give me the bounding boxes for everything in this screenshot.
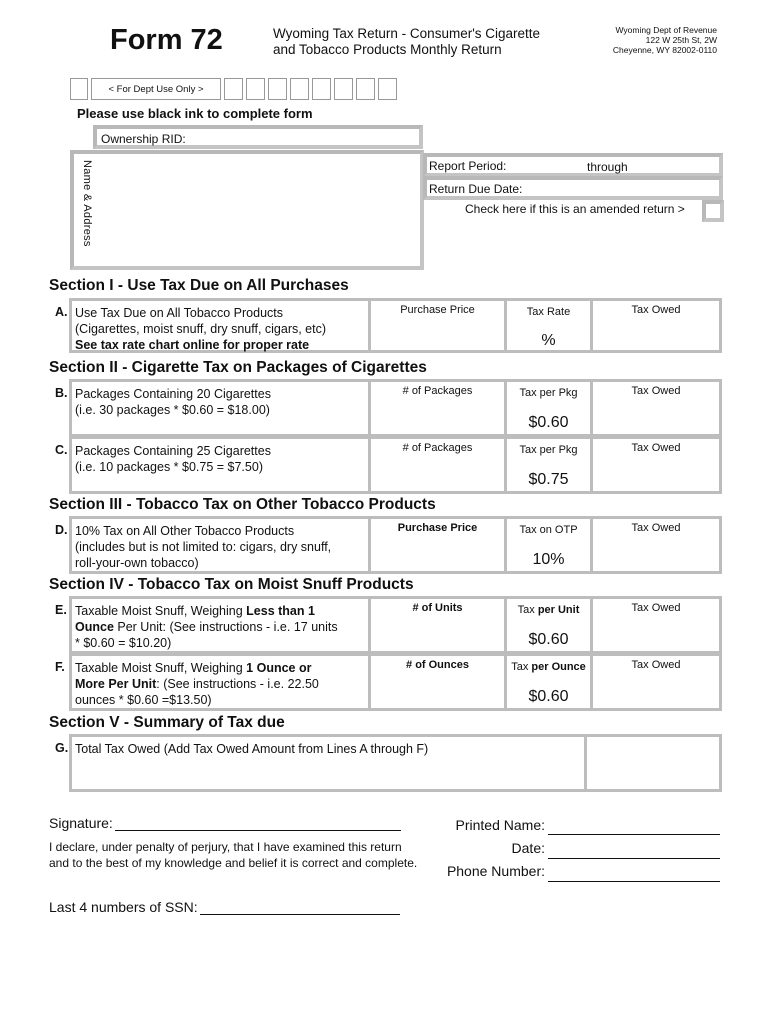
rate-value: 10% — [532, 551, 565, 568]
row-a — [69, 298, 722, 353]
dept-use-cell — [268, 78, 287, 100]
text-span: : (See instructions - i.e. 22.50 — [156, 677, 319, 691]
col-label: Purchase Price — [400, 304, 475, 316]
amended-checkbox[interactable] — [702, 200, 724, 222]
text-span: Taxable Moist Snuff, Weighing — [75, 604, 247, 618]
col-label: # of Packages — [402, 442, 473, 454]
row-a-letter — [55, 303, 68, 321]
return-due-label: Return Due Date: — [429, 182, 523, 196]
dept-city: Cheyenne, WY 82002-0110 — [612, 45, 717, 55]
text-span: Taxable Moist Snuff, Weighing — [75, 661, 247, 675]
row-b-tax-owed[interactable] — [590, 382, 719, 434]
row-e — [69, 596, 722, 654]
col-label: Purchase Price — [397, 522, 478, 534]
section-4-heading: Section IV - Tobacco Tax on Moist Snuff Products — [49, 576, 414, 593]
row-a-line3: See tax rate chart online for proper rate — [75, 338, 310, 352]
dept-use-cell — [290, 78, 309, 100]
col-label: Tax Rate — [526, 306, 571, 318]
row-e-units[interactable] — [368, 599, 504, 651]
dept-use-cell — [334, 78, 353, 100]
rate-value: $0.60 — [528, 631, 569, 648]
row-d-line3: roll-your-own tobacco) — [75, 556, 199, 570]
dept-address — [560, 25, 717, 55]
date-label: Date: — [511, 840, 545, 856]
row-f-line2 — [75, 676, 373, 692]
row-f-letter — [55, 658, 65, 676]
row-e-line3: * $0.60 = $10.20) — [75, 636, 172, 650]
ssn-row — [49, 899, 400, 915]
row-e-line2 — [75, 619, 373, 635]
dept-use-cell — [312, 78, 331, 100]
phone-line[interactable] — [548, 880, 720, 882]
dept-use-cell — [356, 78, 375, 100]
return-due-date-field[interactable] — [423, 176, 723, 200]
signature-line[interactable] — [115, 816, 401, 831]
row-g — [69, 734, 722, 792]
row-f-line1 — [75, 660, 373, 676]
section-3-heading: Section III - Tobacco Tax on Other Tobacco Products — [49, 496, 436, 513]
col-label: Tax Owed — [631, 659, 681, 671]
dept-name: Wyoming Dept of Revenue — [615, 25, 717, 35]
row-a-line2: (Cigarettes, moist snuff, dry snuff, cigars, etc) — [75, 322, 327, 336]
dept-use-cell — [378, 78, 397, 100]
row-e-letter — [55, 601, 67, 619]
date-line[interactable] — [548, 857, 720, 859]
row-b — [69, 379, 722, 437]
row-c-letter — [55, 441, 68, 459]
row-d — [69, 516, 722, 574]
row-letter: B. — [55, 386, 68, 400]
dept-use-boxes — [70, 78, 400, 102]
col-label — [507, 656, 590, 673]
form-subtitle — [273, 26, 573, 58]
section-5-heading: Section V - Summary of Tax due — [49, 714, 285, 731]
row-c-packages[interactable] — [368, 439, 504, 491]
row-g-text: Total Tax Owed (Add Tax Owed Amount from Lines A through F) — [75, 742, 429, 756]
total-tax-owed-field[interactable] — [584, 737, 719, 789]
col-label: Tax per Pkg — [519, 444, 578, 456]
section-2-heading: Section II - Cigarette Tax on Packages of Cigarettes — [49, 359, 427, 376]
ssn-line[interactable] — [200, 900, 400, 915]
row-b-letter — [55, 384, 68, 402]
row-e-tax-owed[interactable] — [590, 599, 719, 651]
row-g-letter — [55, 739, 68, 757]
col-label: Tax per Pkg — [519, 387, 578, 399]
text-span: Tax — [511, 661, 532, 673]
signature-row — [49, 815, 401, 831]
row-f-ounces[interactable] — [368, 656, 504, 708]
row-b-line1: Packages Containing 20 Cigarettes — [75, 387, 271, 401]
row-d-line1: 10% Tax on All Other Tobacco Products — [75, 524, 295, 538]
row-c — [69, 436, 722, 494]
col-label: Tax Owed — [631, 602, 681, 614]
col-label: # of Units — [412, 602, 463, 614]
text-span: Per Unit: (See instructions - i.e. 17 units — [113, 620, 338, 634]
row-b-tax-per-pkg — [504, 382, 590, 434]
rate-value: $0.60 — [528, 688, 569, 705]
row-a-tax-owed[interactable] — [590, 301, 719, 350]
col-label: Tax Owed — [631, 304, 681, 316]
row-e-line1 — [75, 603, 373, 619]
report-period-label: Report Period: — [429, 159, 507, 173]
col-label: # of Packages — [402, 385, 473, 397]
text-bold: Less than 1 — [246, 604, 315, 618]
row-f-tax-owed[interactable] — [590, 656, 719, 708]
report-period-field[interactable] — [423, 153, 723, 177]
row-a-tax-rate — [504, 301, 590, 350]
row-f — [69, 653, 722, 711]
ink-notice: Please use black ink to complete form — [77, 106, 313, 121]
col-label: # of Ounces — [406, 659, 469, 671]
row-e-text — [75, 603, 373, 651]
amended-label: Check here if this is an amended return > — [465, 202, 685, 216]
row-c-tax-per-pkg — [504, 439, 590, 491]
row-c-line2: (i.e. 10 packages * $0.75 = $7.50) — [75, 460, 263, 474]
row-letter: C. — [55, 443, 68, 457]
row-d-letter — [55, 521, 68, 539]
ssn-label: Last 4 numbers of SSN: — [49, 899, 198, 915]
row-d-tax-on-otp — [504, 519, 590, 571]
subtitle-line-2: and Tobacco Products Monthly Return — [273, 42, 502, 57]
text-bold: 1 Ounce or — [246, 661, 312, 675]
col-label — [507, 599, 590, 616]
col-label: Tax on OTP — [519, 524, 578, 536]
row-a-purchase-price[interactable] — [368, 301, 504, 350]
row-b-packages[interactable] — [368, 382, 504, 434]
row-letter: F. — [55, 660, 65, 674]
dept-use-cell — [224, 78, 243, 100]
row-f-text — [75, 660, 373, 708]
row-f-line3: ounces * $0.60 =$13.50) — [75, 693, 212, 707]
row-letter: E. — [55, 603, 67, 617]
row-d-line2: (includes but is not limited to: cigars, dry snuff, — [75, 540, 332, 554]
name-address-label: Name & Address — [81, 160, 93, 247]
dept-use-cell — [246, 78, 265, 100]
rate-value: % — [541, 332, 556, 349]
phone-label: Phone Number: — [446, 863, 545, 879]
row-letter: G. — [55, 741, 69, 755]
dept-street: 122 W 25th St, 2W — [645, 35, 717, 45]
rate-value: $0.75 — [528, 471, 569, 488]
text-span: Tax — [517, 604, 538, 616]
ownership-rid-field[interactable] — [93, 125, 423, 149]
col-label: Tax Owed — [631, 522, 681, 534]
row-c-tax-owed[interactable] — [590, 439, 719, 491]
section-1-heading: Section I - Use Tax Due on All Purchases — [49, 277, 349, 294]
dept-use-label: < For Dept Use Only > — [91, 78, 221, 100]
printed-name-label: Printed Name: — [455, 817, 545, 833]
row-c-text — [75, 443, 370, 475]
subtitle-line-1: Wyoming Tax Return - Consumer's Cigarette — [273, 26, 541, 41]
row-c-line1: Packages Containing 25 Cigarettes — [75, 444, 271, 458]
row-letter: A. — [55, 305, 68, 319]
col-label: Tax Owed — [631, 385, 681, 397]
row-letter: D. — [55, 523, 68, 537]
declaration-text: I declare, under penalty of perjury, that I have examined this return and to the best of my knowledge and belief it is correct and complete. — [49, 840, 418, 870]
row-a-text — [75, 305, 370, 353]
row-f-tax-per-ounce — [504, 656, 590, 708]
text-bold: More Per Unit — [75, 677, 157, 691]
row-b-text — [75, 386, 370, 418]
row-d-tax-owed[interactable] — [590, 519, 719, 571]
row-e-tax-per-unit — [504, 599, 590, 651]
name-address-field[interactable] — [70, 150, 424, 270]
through-label: through — [587, 160, 628, 174]
text-bold: Ounce — [75, 620, 114, 634]
ownership-rid-label: Ownership RID: — [101, 132, 186, 146]
row-d-purchase-price[interactable] — [368, 519, 504, 571]
col-label: Tax Owed — [631, 442, 681, 454]
dept-use-cell — [70, 78, 88, 100]
text-bold: per Ounce — [531, 661, 586, 673]
row-d-text — [75, 523, 370, 571]
signature-label: Signature: — [49, 815, 113, 831]
row-a-line1: Use Tax Due on All Tobacco Products — [75, 306, 283, 320]
printed-name-line[interactable] — [548, 833, 720, 835]
rate-value: $0.60 — [528, 414, 569, 431]
form-title: Form 72 — [110, 24, 223, 56]
text-bold: per Unit — [537, 604, 580, 616]
row-b-line2: (i.e. 30 packages * $0.60 = $18.00) — [75, 403, 270, 417]
